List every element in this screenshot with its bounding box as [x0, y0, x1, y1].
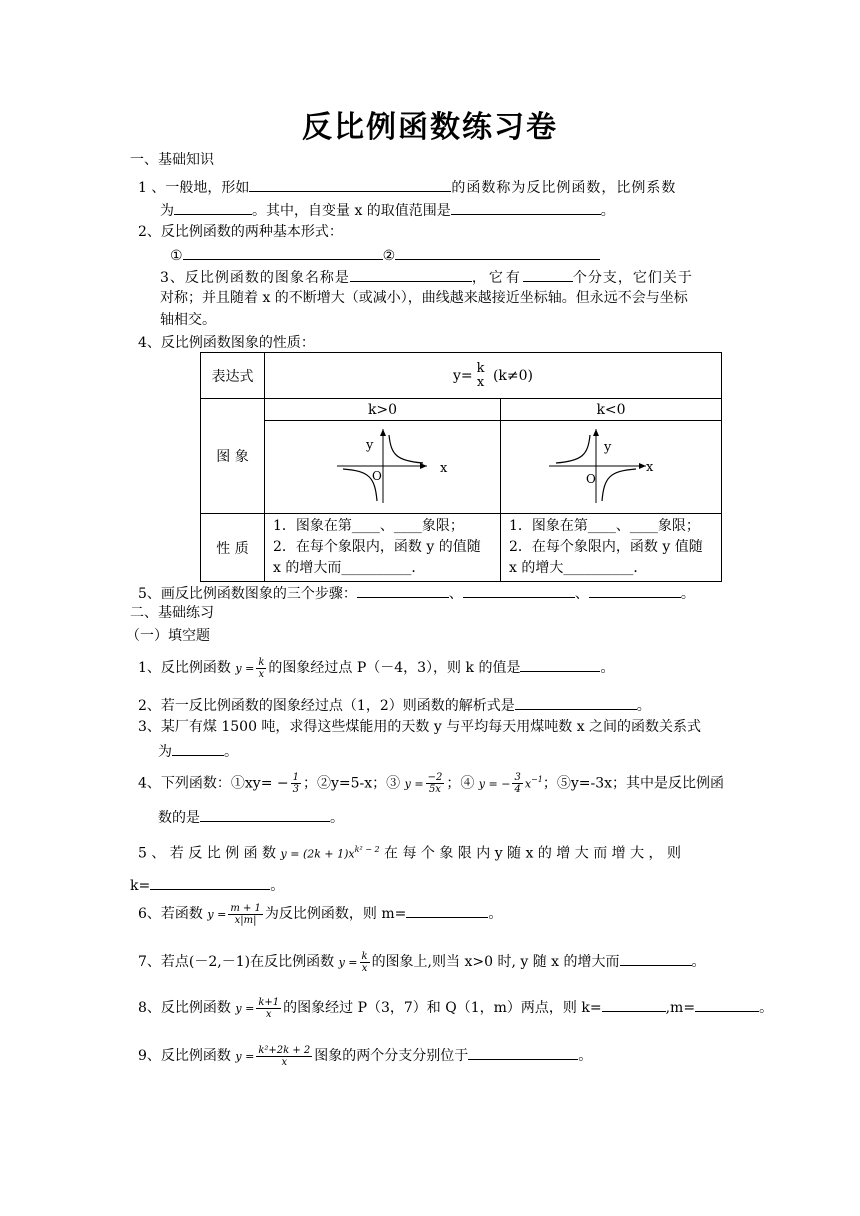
- row-label-graph: 图 象: [201, 399, 265, 514]
- hyperbola-graph-negative: [501, 421, 721, 509]
- question-1-line2: 为 。其中，自变量 x 的取值范围是 。: [160, 199, 615, 221]
- exercise-8: 8、反比例函数 y = $\frac{k+1}{x}$ 的图象经过 P（3，7）和 Q（1，m）两点，则 k= ,m= 。: [138, 996, 774, 1020]
- fraction: $\frac{-2}{5x}$: [427, 772, 443, 796]
- fraction: $\frac{k+1}{x}$: [258, 996, 280, 1020]
- answer-blank[interactable]: [695, 996, 759, 1012]
- axis-label-x: x: [440, 461, 448, 476]
- origin-label: O: [372, 469, 382, 483]
- answer-blank[interactable]: [523, 266, 573, 282]
- origin-label: O: [586, 472, 596, 486]
- fraction: $\frac{k}{x}$: [361, 950, 368, 974]
- answer-blank[interactable]: [172, 740, 224, 756]
- answer-blank[interactable]: [620, 950, 692, 966]
- exercise-6: 6、若函数 y = $\frac{m + 1}{x|m|}$ 为反比例函数，则 m= 。: [138, 902, 503, 926]
- properties-k-positive: 1．图象在第____、____象限； 2．在每个象限内，函数 y 的值随 x 的增大而__________．: [265, 514, 501, 582]
- answer-blank[interactable]: [150, 874, 270, 890]
- question-3-line2: 对称；并且随着 x 的不断增大（或减小），曲线越来越接近坐标轴。但永远不会与坐标: [160, 290, 688, 306]
- answer-blank[interactable]: [357, 582, 449, 598]
- properties-k-negative: 1．图象在第____、____象限； 2．在每个象限内，函数 y 值随 x 的增大__________．: [501, 514, 722, 582]
- answer-blank[interactable]: [589, 582, 681, 598]
- question-5: 5、画反比例函数图象的三个步骤： 、 、 。: [138, 582, 695, 604]
- exercise-3: 3、某厂有煤 1500 吨，求得这些煤能用的天数 y 与平均每天用煤吨数 x 之间的函数关系式: [138, 719, 702, 735]
- hyperbola-graph-positive: [265, 421, 500, 509]
- row-label-properties: 性 质: [201, 514, 265, 582]
- question-4: 4、反比例函数图象的性质：: [138, 335, 315, 351]
- graph-k-negative: [501, 421, 722, 514]
- fraction: $\frac{k}{x}$: [258, 656, 265, 680]
- exercise-2: 2、若一反比例函数的图象经过点（1，2）则函数的解析式是 。: [138, 694, 651, 716]
- properties-table: [200, 352, 722, 582]
- answer-blank[interactable]: [451, 199, 601, 215]
- question-3: 3、反比例函数的图象名称是 ，它有 个分支，它们关于: [160, 266, 693, 288]
- answer-blank[interactable]: [520, 656, 600, 672]
- answer-blank[interactable]: [183, 244, 383, 260]
- question-3-line3: 轴相交。: [160, 312, 216, 328]
- answer-blank[interactable]: [395, 244, 600, 260]
- exercise-5-line2: k= 。: [130, 874, 284, 896]
- header-k-negative: k<0: [501, 399, 722, 421]
- fraction: $\frac{m + 1}{x|m|}$: [230, 902, 261, 926]
- page-title: 反比例函数练习卷: [302, 110, 558, 145]
- exercise-5: 5 、 若 反 比 例 函 数 $y = (2k + 1)x^{k^2 - 2}$ 在 每 个 象 限 内 y 随 x 的 增 大 而 增 大 ， 则: [138, 845, 682, 862]
- axis-label-x: x: [646, 460, 654, 475]
- answer-blank[interactable]: [406, 902, 488, 918]
- header-k-positive: k>0: [265, 399, 501, 421]
- expression-cell: y= k x (k≠0): [265, 353, 722, 399]
- exercise-9: 9、反比例函数 y = $\frac{\text{k²+2k + 2}}{x}$ 图象的两个分支分别位于 。: [138, 1044, 593, 1068]
- exercise-3-line2: 为 。: [158, 740, 238, 762]
- answer-blank[interactable]: [350, 266, 472, 282]
- row-label-expression: 表达式: [201, 353, 265, 399]
- exercise-7: 7、若点(－2,－1)在反比例函数 y = $\frac{k}{x}$ 的图象上,则当 x>0 时, y 随 x 的增大而 。: [138, 950, 706, 974]
- answer-blank[interactable]: [602, 996, 666, 1012]
- fraction: $\frac{1}{3}$: [292, 772, 299, 796]
- graph-k-positive: [265, 421, 501, 514]
- answer-blank[interactable]: [174, 199, 252, 215]
- question-2-choices: ① ②: [170, 244, 600, 266]
- question-1: 1 、一般地，形如 的函数称为反比例函数，比例系数: [138, 176, 676, 198]
- fraction: k x: [476, 360, 485, 390]
- axis-label-y: y: [366, 438, 374, 453]
- answer-blank[interactable]: [468, 1044, 578, 1060]
- question-2: 2、反比例函数的两种基本形式：: [138, 224, 343, 240]
- exercise-4-line2: 数的是 。: [158, 806, 344, 828]
- subsection-heading: （一）填空题: [126, 628, 210, 644]
- answer-blank[interactable]: [200, 806, 330, 822]
- fraction: $\frac{3}{4}$: [514, 772, 521, 796]
- section-heading: 一、基础知识: [130, 152, 214, 168]
- exercise-4: 4、下列函数：①xy= − $\frac{1}{3}$ ；②y=5-x；③ y = $\frac{-2}{5x}$ ；④ y = − $\frac{3}{4}$ $x^{-1}$；⑤y=-3x；其中是反比例函: [138, 772, 725, 796]
- answer-blank[interactable]: [249, 176, 451, 192]
- answer-blank[interactable]: [463, 582, 575, 598]
- section-heading: 二、基础练习: [130, 605, 214, 621]
- exercise-1: 1、反比例函数 y = $\frac{k}{x}$ 的图象经过点 P（－4，3），则 k 的值是 。: [138, 656, 615, 680]
- answer-blank[interactable]: [515, 694, 637, 710]
- fraction: $\frac{\text{k²+2k + 2}}{x}$: [258, 1044, 311, 1068]
- axis-label-y: y: [604, 440, 612, 455]
